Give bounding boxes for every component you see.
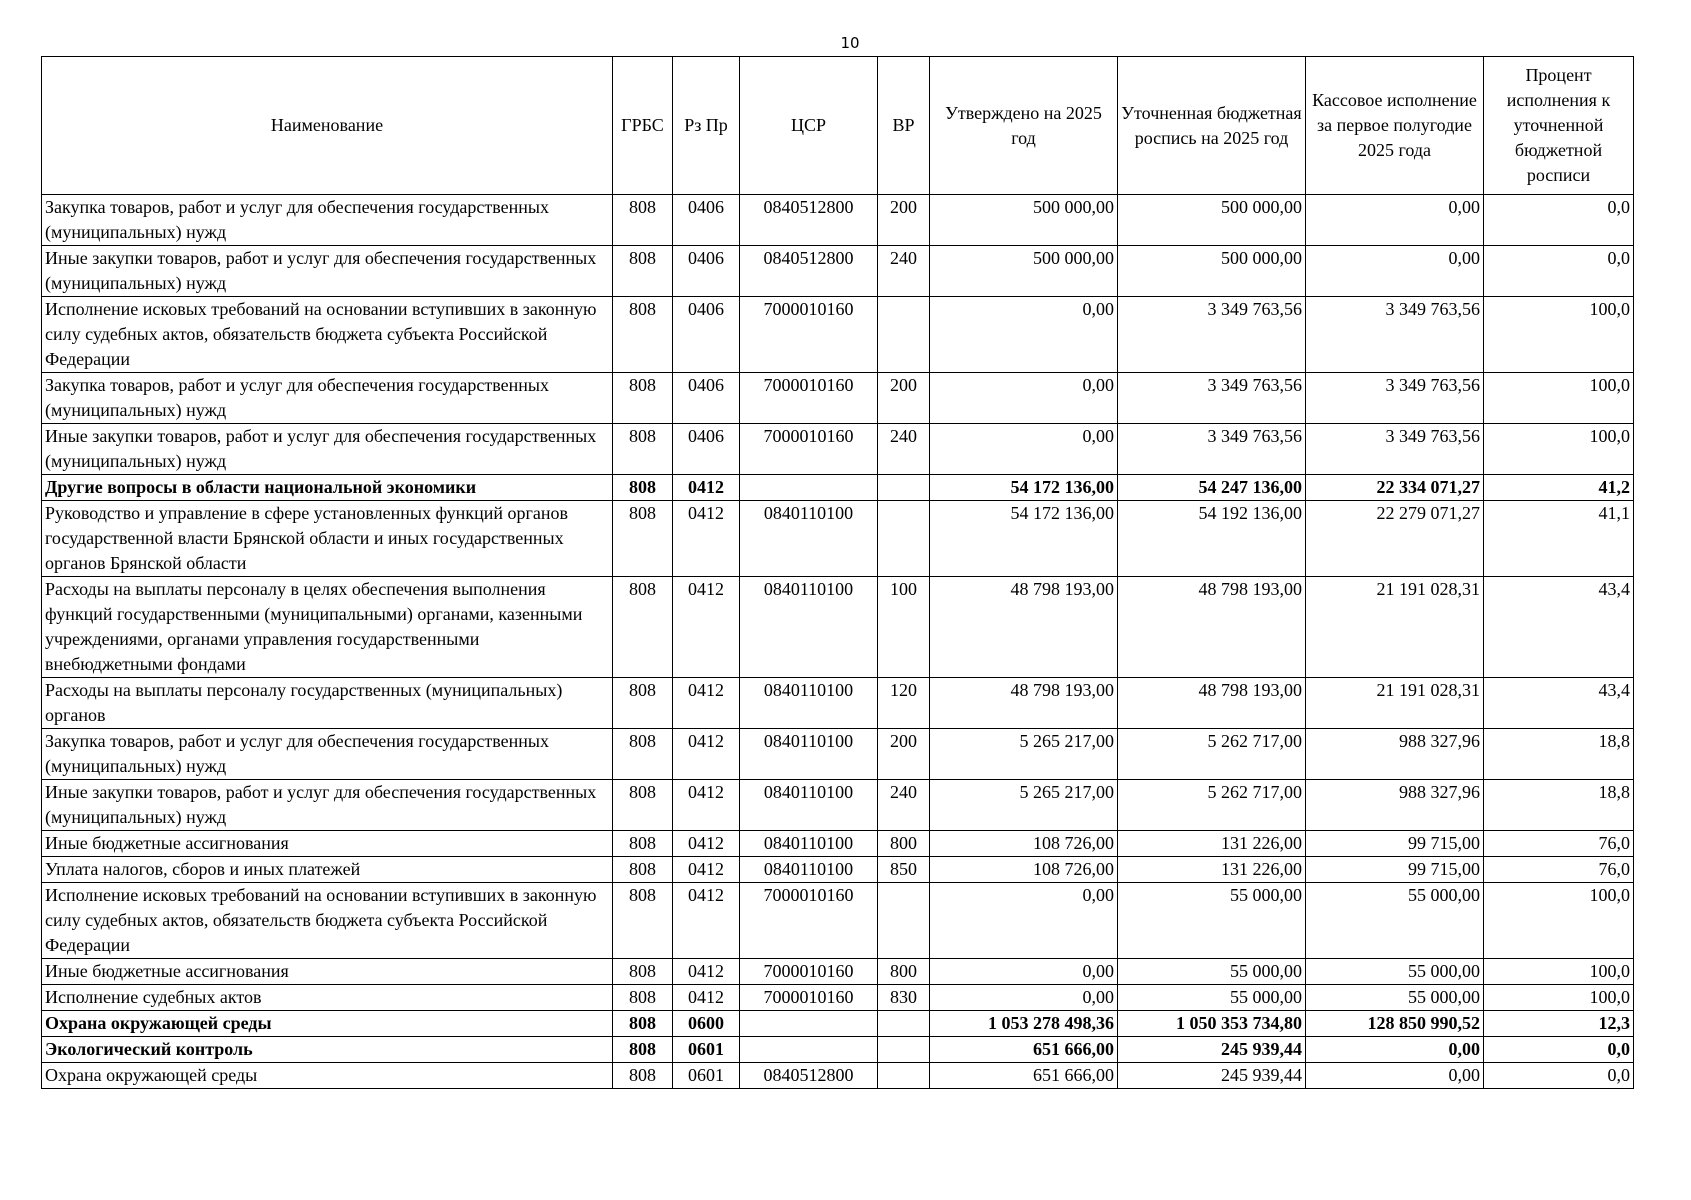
- cell-refined: 3 349 763,56: [1118, 297, 1306, 373]
- cell-approved: 108 726,00: [930, 857, 1118, 883]
- cell-rzpr: 0412: [673, 780, 740, 831]
- cell-csr: [740, 1037, 878, 1063]
- cell-vr: 800: [878, 959, 930, 985]
- cell-cash: 3 349 763,56: [1306, 373, 1484, 424]
- cell-grbs: 808: [613, 1037, 673, 1063]
- cell-approved: 5 265 217,00: [930, 780, 1118, 831]
- cell-vr: [878, 1063, 930, 1089]
- cell-grbs: 808: [613, 373, 673, 424]
- cell-name: Расходы на выплаты персоналу государственных (муниципальных) органов: [42, 678, 613, 729]
- cell-percent: 76,0: [1484, 831, 1634, 857]
- cell-rzpr: 0406: [673, 246, 740, 297]
- cell-cash: 0,00: [1306, 246, 1484, 297]
- table-row: [42, 297, 1634, 373]
- cell-grbs: 808: [613, 959, 673, 985]
- header-percent: Процент исполнения к уточненной бюджетной росписи: [1484, 57, 1634, 195]
- cell-name: Уплата налогов, сборов и иных платежей: [42, 857, 613, 883]
- header-approved: Утверждено на 2025 год: [930, 57, 1118, 195]
- table-row: [42, 831, 1634, 857]
- cell-approved: 500 000,00: [930, 195, 1118, 246]
- table-row: [42, 857, 1634, 883]
- header-csr: ЦСР: [740, 57, 878, 195]
- cell-grbs: 808: [613, 1063, 673, 1089]
- cell-vr: 200: [878, 729, 930, 780]
- cell-csr: 0840110100: [740, 831, 878, 857]
- cell-rzpr: 0412: [673, 729, 740, 780]
- cell-grbs: 808: [613, 424, 673, 475]
- cell-grbs: 808: [613, 475, 673, 501]
- cell-cash: 0,00: [1306, 1037, 1484, 1063]
- cell-percent: 76,0: [1484, 857, 1634, 883]
- cell-rzpr: 0406: [673, 373, 740, 424]
- cell-name: Закупка товаров, работ и услуг для обеспечения государственных (муниципальных) нужд: [42, 195, 613, 246]
- cell-name: Охрана окружающей среды: [42, 1063, 613, 1089]
- cell-approved: 0,00: [930, 985, 1118, 1011]
- cell-vr: 850: [878, 857, 930, 883]
- cell-cash: 22 279 071,27: [1306, 501, 1484, 577]
- cell-grbs: 808: [613, 195, 673, 246]
- cell-rzpr: 0412: [673, 501, 740, 577]
- cell-grbs: 808: [613, 729, 673, 780]
- cell-percent: 0,0: [1484, 1063, 1634, 1089]
- header-grbs: ГРБС: [613, 57, 673, 195]
- cell-csr: [740, 1011, 878, 1037]
- cell-grbs: 808: [613, 857, 673, 883]
- cell-name: Иные закупки товаров, работ и услуг для обеспечения государственных (муниципальных) нужд: [42, 246, 613, 297]
- cell-refined: 54 192 136,00: [1118, 501, 1306, 577]
- cell-percent: 18,8: [1484, 780, 1634, 831]
- cell-csr: 0840110100: [740, 780, 878, 831]
- cell-csr: 7000010160: [740, 373, 878, 424]
- cell-name: Иные закупки товаров, работ и услуг для обеспечения государственных (муниципальных) нужд: [42, 780, 613, 831]
- page-number: 10: [840, 34, 860, 52]
- cell-refined: 131 226,00: [1118, 831, 1306, 857]
- budget-execution-table: [41, 56, 1634, 1089]
- cell-approved: 0,00: [930, 297, 1118, 373]
- cell-vr: 830: [878, 985, 930, 1011]
- cell-rzpr: 0412: [673, 985, 740, 1011]
- table-row: [42, 246, 1634, 297]
- cell-percent: 100,0: [1484, 883, 1634, 959]
- cell-refined: 5 262 717,00: [1118, 780, 1306, 831]
- cell-percent: 41,2: [1484, 475, 1634, 501]
- cell-approved: 5 265 217,00: [930, 729, 1118, 780]
- cell-cash: 988 327,96: [1306, 729, 1484, 780]
- cell-vr: 240: [878, 246, 930, 297]
- cell-percent: 12,3: [1484, 1011, 1634, 1037]
- cell-cash: 988 327,96: [1306, 780, 1484, 831]
- cell-approved: 48 798 193,00: [930, 678, 1118, 729]
- cell-csr: 0840110100: [740, 678, 878, 729]
- header-rzpr: Рз Пр: [673, 57, 740, 195]
- cell-csr: 7000010160: [740, 297, 878, 373]
- cell-grbs: 808: [613, 246, 673, 297]
- cell-approved: 0,00: [930, 424, 1118, 475]
- cell-refined: 5 262 717,00: [1118, 729, 1306, 780]
- cell-rzpr: 0412: [673, 678, 740, 729]
- cell-grbs: 808: [613, 501, 673, 577]
- cell-approved: 48 798 193,00: [930, 577, 1118, 678]
- cell-csr: 0840110100: [740, 501, 878, 577]
- cell-grbs: 808: [613, 577, 673, 678]
- cell-rzpr: 0412: [673, 831, 740, 857]
- table-row: [42, 1037, 1634, 1063]
- cell-percent: 41,1: [1484, 501, 1634, 577]
- cell-vr: 200: [878, 373, 930, 424]
- cell-refined: 245 939,44: [1118, 1063, 1306, 1089]
- table-row: [42, 729, 1634, 780]
- cell-rzpr: 0601: [673, 1063, 740, 1089]
- cell-grbs: 808: [613, 1011, 673, 1037]
- cell-rzpr: 0412: [673, 959, 740, 985]
- cell-refined: 55 000,00: [1118, 959, 1306, 985]
- cell-vr: 800: [878, 831, 930, 857]
- cell-refined: 48 798 193,00: [1118, 577, 1306, 678]
- cell-cash: 55 000,00: [1306, 985, 1484, 1011]
- cell-name: Расходы на выплаты персоналу в целях обеспечения выполнения функций государственными (муниципальными) органами, казенными учреждениями, органами управления государственными внебюджетными фондами: [42, 577, 613, 678]
- cell-name: Экологический контроль: [42, 1037, 613, 1063]
- cell-csr: 0840110100: [740, 729, 878, 780]
- cell-rzpr: 0601: [673, 1037, 740, 1063]
- cell-csr: 7000010160: [740, 424, 878, 475]
- table-row: [42, 959, 1634, 985]
- cell-grbs: 808: [613, 780, 673, 831]
- header-cash: Кассовое исполнение за первое полугодие 2025 года: [1306, 57, 1484, 195]
- cell-name: Закупка товаров, работ и услуг для обеспечения государственных (муниципальных) нужд: [42, 373, 613, 424]
- cell-percent: 43,4: [1484, 577, 1634, 678]
- table-row: [42, 577, 1634, 678]
- cell-refined: 1 050 353 734,80: [1118, 1011, 1306, 1037]
- cell-cash: 0,00: [1306, 1063, 1484, 1089]
- cell-cash: 21 191 028,31: [1306, 678, 1484, 729]
- cell-grbs: 808: [613, 883, 673, 959]
- cell-csr: 0840110100: [740, 857, 878, 883]
- cell-refined: 500 000,00: [1118, 246, 1306, 297]
- table-row: [42, 883, 1634, 959]
- header-refined: Уточненная бюджетная роспись на 2025 год: [1118, 57, 1306, 195]
- cell-percent: 18,8: [1484, 729, 1634, 780]
- header-name: Наименование: [42, 57, 613, 195]
- cell-approved: 0,00: [930, 373, 1118, 424]
- cell-percent: 100,0: [1484, 424, 1634, 475]
- cell-rzpr: 0406: [673, 195, 740, 246]
- cell-csr: 7000010160: [740, 959, 878, 985]
- cell-name: Исполнение исковых требований на основании вступивших в законную силу судебных актов, обязательств бюджета субъекта Российской Федерации: [42, 883, 613, 959]
- cell-approved: 54 172 136,00: [930, 501, 1118, 577]
- cell-refined: 48 798 193,00: [1118, 678, 1306, 729]
- cell-refined: 245 939,44: [1118, 1037, 1306, 1063]
- cell-vr: [878, 501, 930, 577]
- table-row: [42, 195, 1634, 246]
- cell-approved: 54 172 136,00: [930, 475, 1118, 501]
- cell-vr: 100: [878, 577, 930, 678]
- cell-vr: 240: [878, 780, 930, 831]
- cell-grbs: 808: [613, 678, 673, 729]
- cell-percent: 100,0: [1484, 985, 1634, 1011]
- table-row: [42, 424, 1634, 475]
- cell-percent: 43,4: [1484, 678, 1634, 729]
- table-body: [42, 195, 1634, 1089]
- cell-rzpr: 0406: [673, 297, 740, 373]
- cell-percent: 100,0: [1484, 297, 1634, 373]
- cell-rzpr: 0412: [673, 577, 740, 678]
- cell-percent: 0,0: [1484, 195, 1634, 246]
- cell-csr: 0840110100: [740, 577, 878, 678]
- table-row: [42, 780, 1634, 831]
- cell-refined: 500 000,00: [1118, 195, 1306, 246]
- cell-rzpr: 0412: [673, 475, 740, 501]
- cell-vr: [878, 1037, 930, 1063]
- table-row: [42, 475, 1634, 501]
- cell-cash: 21 191 028,31: [1306, 577, 1484, 678]
- table-row: [42, 985, 1634, 1011]
- cell-name: Иные бюджетные ассигнования: [42, 959, 613, 985]
- cell-vr: 200: [878, 195, 930, 246]
- cell-cash: 99 715,00: [1306, 857, 1484, 883]
- cell-rzpr: 0406: [673, 424, 740, 475]
- cell-name: Закупка товаров, работ и услуг для обеспечения государственных (муниципальных) нужд: [42, 729, 613, 780]
- cell-rzpr: 0600: [673, 1011, 740, 1037]
- cell-cash: 99 715,00: [1306, 831, 1484, 857]
- cell-csr: 7000010160: [740, 883, 878, 959]
- cell-percent: 100,0: [1484, 959, 1634, 985]
- table-row: [42, 373, 1634, 424]
- table-row: [42, 501, 1634, 577]
- cell-refined: 3 349 763,56: [1118, 373, 1306, 424]
- cell-csr: [740, 475, 878, 501]
- cell-approved: 0,00: [930, 883, 1118, 959]
- cell-vr: [878, 297, 930, 373]
- cell-vr: [878, 883, 930, 959]
- cell-refined: 55 000,00: [1118, 985, 1306, 1011]
- table-row: [42, 1063, 1634, 1089]
- cell-name: Иные закупки товаров, работ и услуг для обеспечения государственных (муниципальных) нужд: [42, 424, 613, 475]
- cell-cash: 0,00: [1306, 195, 1484, 246]
- cell-cash: 3 349 763,56: [1306, 424, 1484, 475]
- cell-refined: 3 349 763,56: [1118, 424, 1306, 475]
- header-vr: ВР: [878, 57, 930, 195]
- cell-name: Исполнение исковых требований на основании вступивших в законную силу судебных актов, обязательств бюджета субъекта Российской Федерации: [42, 297, 613, 373]
- cell-vr: 240: [878, 424, 930, 475]
- table-row: [42, 678, 1634, 729]
- cell-cash: 3 349 763,56: [1306, 297, 1484, 373]
- cell-csr: 0840512800: [740, 195, 878, 246]
- cell-approved: 500 000,00: [930, 246, 1118, 297]
- table-row: [42, 1011, 1634, 1037]
- cell-vr: [878, 1011, 930, 1037]
- cell-refined: 55 000,00: [1118, 883, 1306, 959]
- cell-rzpr: 0412: [673, 857, 740, 883]
- cell-approved: 651 666,00: [930, 1037, 1118, 1063]
- cell-approved: 108 726,00: [930, 831, 1118, 857]
- cell-vr: [878, 475, 930, 501]
- cell-grbs: 808: [613, 297, 673, 373]
- cell-approved: 0,00: [930, 959, 1118, 985]
- cell-refined: 54 247 136,00: [1118, 475, 1306, 501]
- cell-name: Руководство и управление в сфере установленных функций органов государственной власти Брянской области и иных государственных органов Брянской области: [42, 501, 613, 577]
- cell-percent: 0,0: [1484, 246, 1634, 297]
- cell-approved: 1 053 278 498,36: [930, 1011, 1118, 1037]
- cell-name: Исполнение судебных актов: [42, 985, 613, 1011]
- cell-rzpr: 0412: [673, 883, 740, 959]
- cell-name: Иные бюджетные ассигнования: [42, 831, 613, 857]
- cell-cash: 22 334 071,27: [1306, 475, 1484, 501]
- cell-cash: 55 000,00: [1306, 883, 1484, 959]
- cell-grbs: 808: [613, 985, 673, 1011]
- table-header-row: [42, 57, 1634, 195]
- cell-name: Другие вопросы в области национальной экономики: [42, 475, 613, 501]
- cell-cash: 55 000,00: [1306, 959, 1484, 985]
- cell-csr: 0840512800: [740, 1063, 878, 1089]
- cell-percent: 0,0: [1484, 1037, 1634, 1063]
- cell-name: Охрана окружающей среды: [42, 1011, 613, 1037]
- cell-approved: 651 666,00: [930, 1063, 1118, 1089]
- cell-refined: 131 226,00: [1118, 857, 1306, 883]
- cell-csr: 0840512800: [740, 246, 878, 297]
- cell-percent: 100,0: [1484, 373, 1634, 424]
- cell-vr: 120: [878, 678, 930, 729]
- cell-csr: 7000010160: [740, 985, 878, 1011]
- cell-grbs: 808: [613, 831, 673, 857]
- cell-cash: 128 850 990,52: [1306, 1011, 1484, 1037]
